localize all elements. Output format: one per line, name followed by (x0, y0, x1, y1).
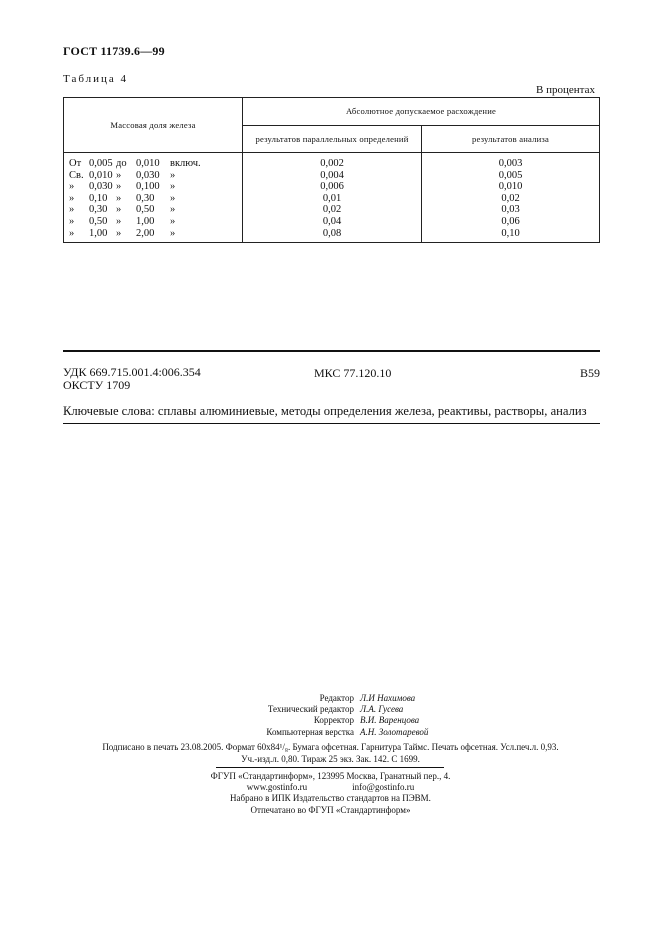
range-high: 1,00 (136, 215, 155, 227)
range-prefix: » (69, 192, 75, 204)
parallel-value: 0,006 (320, 181, 344, 193)
range-low: 0,010 (89, 169, 113, 181)
udk-block (63, 366, 201, 392)
tolerance-group-header: Абсолютное допускаемое расхождение (243, 98, 600, 126)
range-low: 0,30 (89, 204, 108, 216)
range-low: 0,005 (89, 158, 113, 169)
range-conj: » (116, 227, 122, 239)
publisher-line: www.gostinfo.ru info@gostinfo.ru (246, 782, 415, 793)
range-high: 0,50 (136, 204, 155, 216)
publisher-line: Набрано в ИПК Издательство стандартов на ПЭВМ. (230, 793, 431, 804)
mass-range-row (64, 216, 242, 228)
range-suffix: » (170, 181, 176, 193)
section-divider-bottom (63, 423, 600, 424)
publisher-info (0, 771, 661, 816)
staff-row (200, 715, 460, 726)
range-prefix: От (69, 158, 82, 169)
range-prefix: » (69, 227, 75, 239)
udk-code: УДК 669.715.001.4:006.354 (63, 365, 201, 379)
mass-range-row (64, 193, 242, 205)
table-caption: Таблица 4 (63, 73, 129, 85)
print-info (0, 742, 661, 765)
staff-role: Корректор (313, 715, 354, 726)
parallel-header: результатов параллельных определений (243, 125, 422, 153)
keywords-line: Ключевые слова: сплавы алюминиевые, методы определения железа, реактивы, растворы, анализ (63, 404, 587, 418)
parallel-value: 0,04 (322, 215, 342, 227)
range-suffix: » (170, 227, 176, 239)
range-low: 0,10 (89, 192, 108, 204)
staff-name: В.И. Варенцова (360, 715, 420, 726)
staff-name: Л.И Нахимова (360, 693, 416, 703)
mass-range-row (64, 181, 242, 193)
range-conj: » (116, 192, 122, 204)
publisher-line: ФГУП «Стандартинформ», 123995 Москва, Гранатный пер., 4. (210, 771, 451, 781)
document-id: ГОСТ 11739.6—99 (63, 44, 165, 58)
range-low: 0,030 (89, 181, 113, 193)
range-conj: » (116, 204, 122, 216)
parallel-value: 0,002 (320, 158, 344, 169)
range-low: 0,50 (89, 215, 108, 227)
staff-role: Технический редактор (267, 704, 354, 715)
staff-role: Компьютерная верстка (266, 726, 354, 737)
range-high: 0,100 (136, 181, 160, 193)
print-info-line: Подписано в печать 23.08.2005. Формат 60x84¹/₈. Бумага офсетная. Гарнитура Таймс. Печать офсетная. Усл.печ.л. 0,93. (102, 742, 559, 752)
range-high: 2,00 (136, 227, 155, 239)
range-suffix: » (170, 192, 176, 204)
parallel-value: 0,02 (322, 204, 342, 216)
range-low: 1,00 (89, 227, 108, 239)
analysis-header: результатов анализа (422, 125, 600, 153)
analysis-value: 0,06 (501, 215, 520, 227)
publisher-line: Отпечатано во ФГУП «Стандартинформ» (250, 804, 411, 815)
mass-range-row (64, 170, 242, 182)
units-note: В процентах (536, 84, 595, 96)
mks-code: МКС 77.120.10 (314, 366, 392, 380)
range-suffix: » (170, 215, 176, 227)
range-conj: » (116, 169, 122, 181)
range-prefix: » (69, 204, 75, 216)
analysis-value: 0,005 (498, 169, 523, 181)
analysis-value: 0,10 (501, 227, 520, 239)
parallel-value: 0,01 (322, 192, 342, 204)
analysis-value: 0,010 (498, 181, 523, 193)
print-info-line: Уч.-изд.л. 0,80. Тираж 25 экз. Зак. 142. С 1699. (241, 753, 420, 764)
range-suffix: » (170, 169, 176, 181)
range-conj: до (116, 158, 127, 169)
mass-range-row (64, 204, 242, 216)
section-divider-top (63, 350, 600, 352)
analysis-value: 0,003 (498, 158, 523, 169)
parallel-column (243, 153, 422, 243)
tolerance-table (63, 97, 600, 243)
range-conj: » (116, 215, 122, 227)
staff-name: А.Н. Золотаревой (360, 726, 429, 737)
mass-fraction-header: Массовая доля железа (64, 98, 243, 153)
analysis-value: 0,03 (501, 204, 520, 216)
analysis-column (422, 153, 600, 243)
range-high: 0,030 (136, 169, 160, 181)
imprint-divider (216, 767, 444, 768)
okstu-code: ОКСТУ 1709 (63, 378, 131, 392)
mass-range-row (64, 228, 242, 240)
range-high: 0,010 (136, 158, 160, 169)
staff-role: Редактор (319, 693, 354, 703)
range-prefix: » (69, 181, 75, 193)
range-high: 0,30 (136, 192, 155, 204)
range-conj: » (116, 181, 122, 193)
parallel-value: 0,004 (320, 169, 344, 181)
table-body-row (64, 153, 600, 243)
staff-name: Л.А. Гусева (360, 704, 404, 715)
parallel-value: 0,08 (322, 227, 342, 239)
mass-fraction-column (64, 153, 243, 243)
staff-row (200, 704, 460, 715)
staff-row (200, 693, 460, 704)
range-suffix: » (170, 204, 176, 216)
range-prefix: Св. (69, 169, 84, 181)
mass-range-row (64, 158, 242, 170)
group-code: В59 (580, 366, 601, 380)
analysis-value: 0,02 (501, 192, 520, 204)
range-suffix: включ. (170, 158, 201, 169)
range-prefix: » (69, 215, 75, 227)
staff-list (200, 693, 460, 738)
staff-row (200, 727, 460, 738)
